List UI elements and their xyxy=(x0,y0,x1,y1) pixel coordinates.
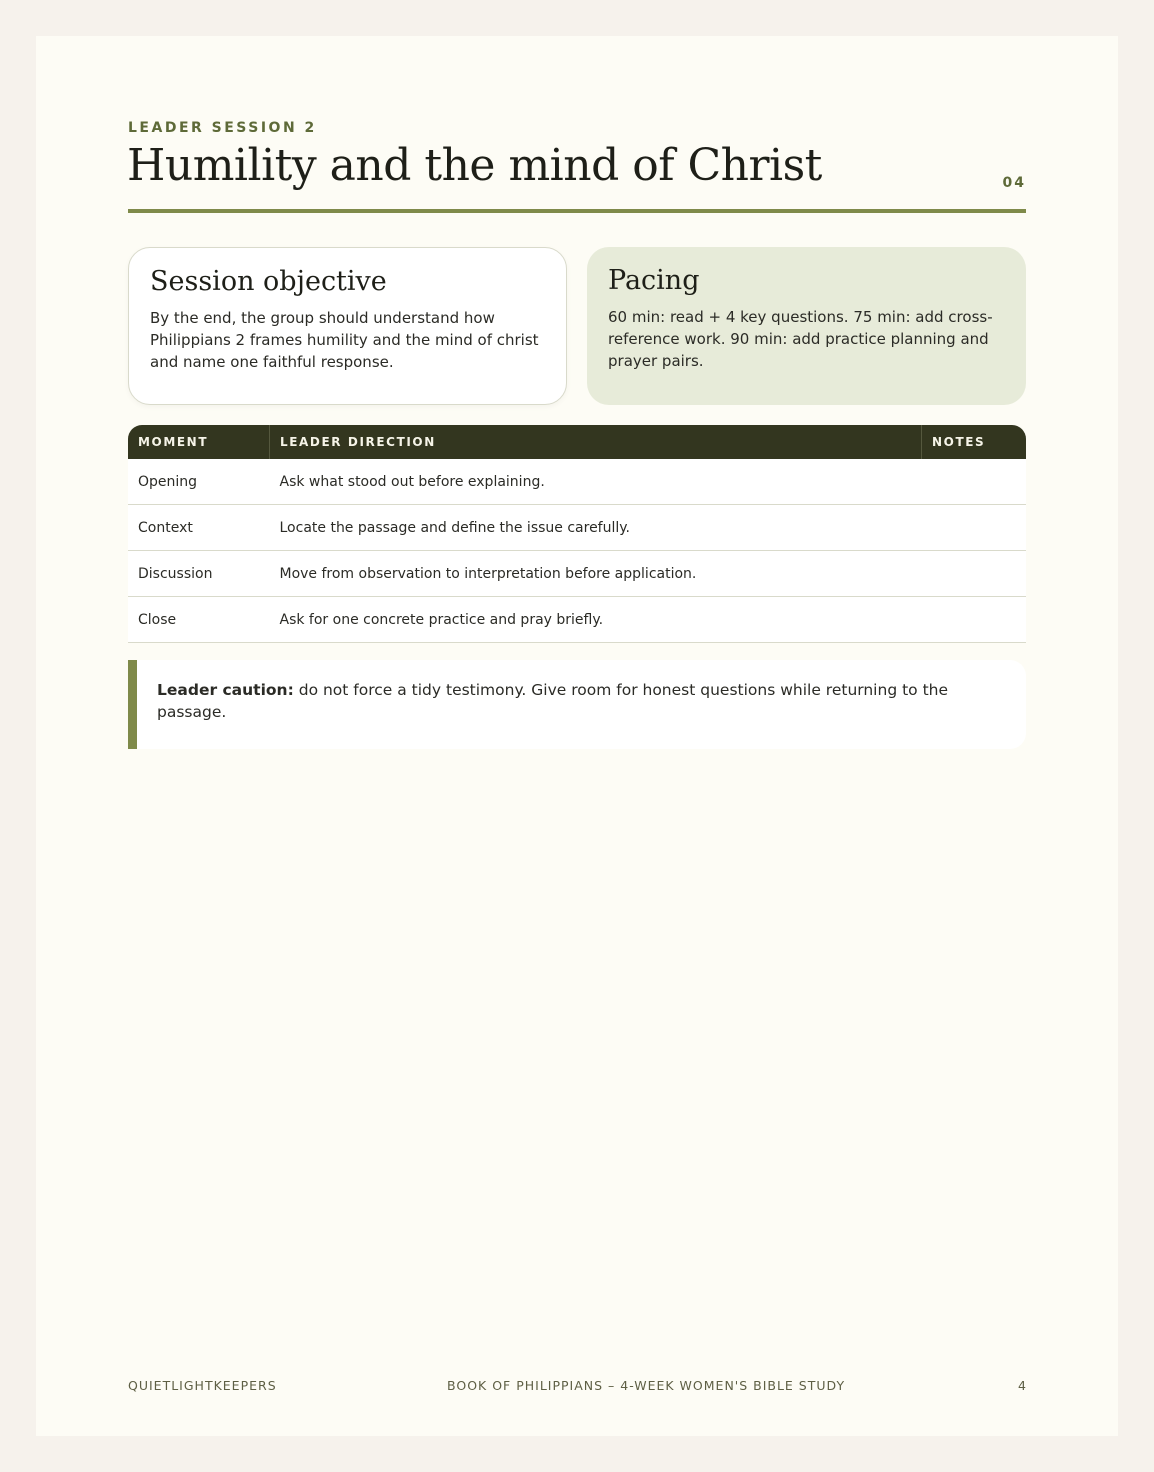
cell-direction: Ask for one concrete practice and pray briefly. xyxy=(279,611,604,628)
objective-body: By the end, the group should understand how Philippians 2 frames humility and the mind of christ and name one faithful response. xyxy=(150,309,539,371)
cell-notes xyxy=(922,551,1027,597)
session-objective-card xyxy=(128,247,567,405)
cell-notes xyxy=(922,459,1027,505)
pacing-card xyxy=(587,247,1026,405)
callout-label: Leader caution: xyxy=(157,681,294,699)
cell-moment: Opening xyxy=(128,459,270,505)
cell-moment: Context xyxy=(128,505,270,551)
pacing-heading: Pacing xyxy=(608,265,700,296)
cell-direction: Move from observation to interpretation before application. xyxy=(270,551,922,597)
footer-brand: QUIETLIGHTKEEPERS xyxy=(128,1378,277,1393)
title-divider xyxy=(128,209,1026,213)
cell-notes xyxy=(922,505,1027,551)
cell-moment: Close xyxy=(138,611,177,628)
table-row xyxy=(128,597,1026,643)
page xyxy=(36,36,1118,1436)
page-title: Humility and the mind of Christ xyxy=(127,140,822,191)
cell-direction: Locate the passage and define the issue carefully. xyxy=(270,505,922,551)
table-header-row xyxy=(128,425,1026,459)
table-row xyxy=(128,459,1026,505)
leader-caution-callout xyxy=(128,660,1026,749)
objective-heading: Session objective xyxy=(150,266,387,297)
cell-direction: Ask what stood out before explaining. xyxy=(270,459,922,505)
column-header-notes: NOTES xyxy=(922,425,1027,459)
footer-book-title: BOOK OF PHILIPPIANS – 4-WEEK WOMEN'S BIBLE STUDY xyxy=(447,1378,846,1393)
leader-direction-table xyxy=(128,425,1026,643)
pacing-body: 60 min: read + 4 key questions. 75 min: add cross-reference work. 90 min: add practice planning and prayer pairs. xyxy=(608,308,993,370)
column-header-moment: MOMENT xyxy=(128,425,270,459)
cell-notes xyxy=(922,597,1027,643)
footer-page-number: 4 xyxy=(1018,1378,1026,1393)
table-row xyxy=(128,505,1026,551)
callout-text: do not force a tidy testimony. Give room for honest questions while returning to the passage. xyxy=(157,681,949,721)
session-eyebrow: LEADER SESSION 2 xyxy=(128,120,317,136)
cell-moment: Discussion xyxy=(128,551,270,597)
page-marker: 04 xyxy=(1002,175,1026,191)
table-row xyxy=(128,551,1026,597)
column-header-leader-direction: LEADER DIRECTION xyxy=(270,425,922,459)
